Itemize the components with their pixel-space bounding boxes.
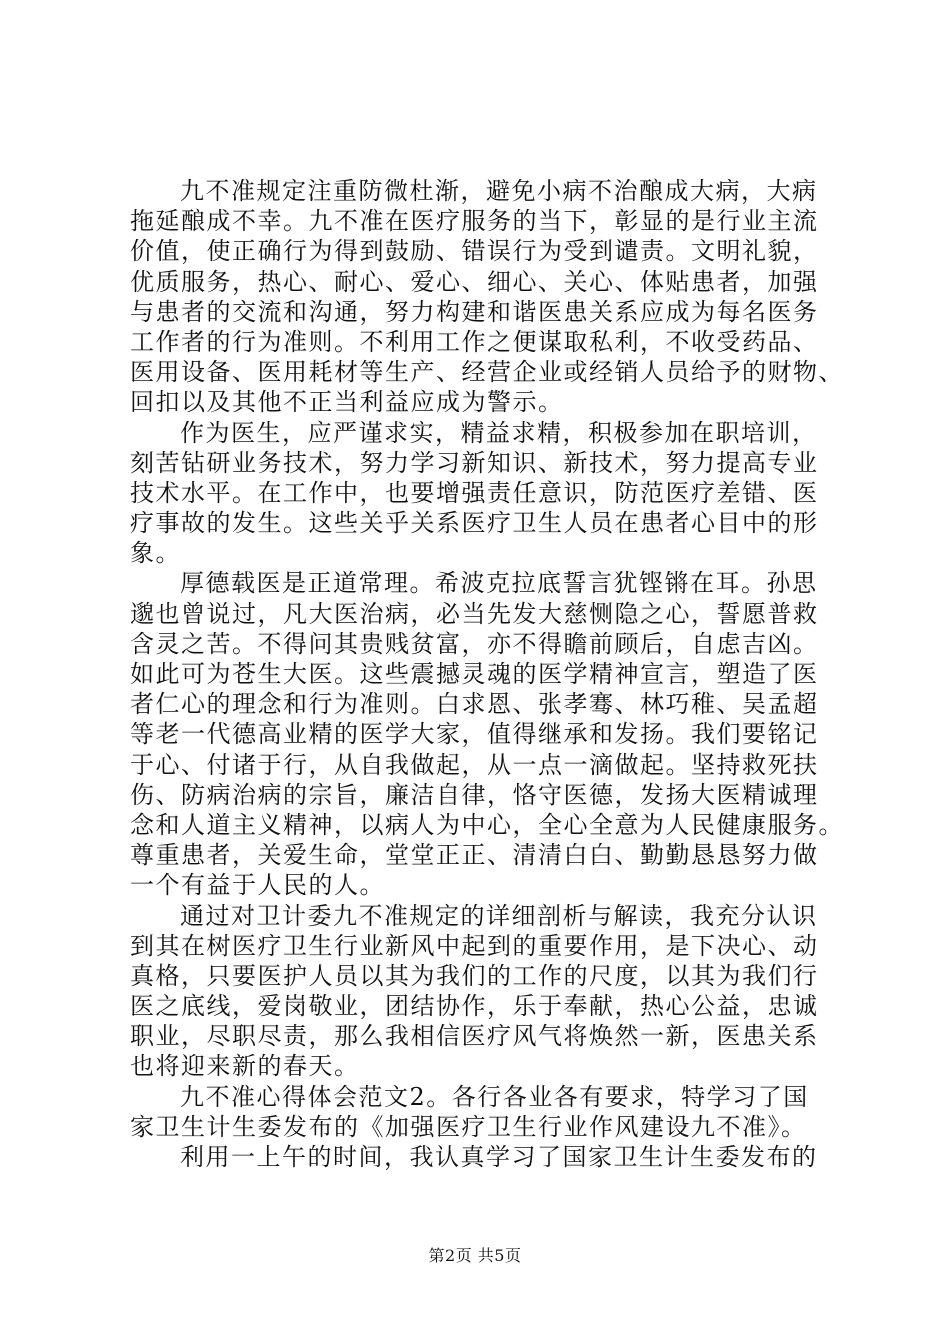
text-line: 职业，尽职尽责，那么我相信医疗风气将焕然一新，医患关系 [130,1022,819,1051]
text-line: 工作者的行为准则。不利用工作之便谋取私利，不收受药品、 [130,327,819,356]
text-line: 尊重患者，关爱生命，堂堂正正、清清白白、勤勤恳恳努力做 [130,841,819,870]
text-line: 回扣以及其他不正当利益应成为警示。 [130,388,564,417]
text-line: 刻苦钻研业务技术，努力学习新知识、新技术，努力提高专业 [130,448,819,477]
text-line: 疗事故的发生。这些关乎关系医疗卫生人员在患者心目中的形 [130,509,819,538]
text-line: 医之底线，爱岗敬业，团结协作，乐于奉献，热心公益，忠诚 [130,992,819,1021]
text-line: 技术水平。在工作中，也要增强责任意识，防范医疗差错、医 [130,478,819,507]
text-line: 伤、防病治病的宗旨，廉洁自律，恪守医德，发扬大医精诚理 [130,780,819,809]
text-line: 与患者的交流和沟通，努力构建和谐医患关系应成为每名医务 [130,297,819,326]
text-line: 价值，使正确行为得到鼓励、错误行为受到谴责。文明礼貌， [130,237,819,266]
text-line: 优质服务，热心、耐心、爱心、细心、关心、体贴患者，加强 [130,267,819,296]
page-footer: 第2页 共5页 [428,1246,522,1265]
text-line: 象。 [130,539,181,568]
text-line: 者仁心的理念和行为准则。白求恩、张孝骞、林巧稚、吴孟超 [130,690,819,719]
text-line: 于心、付诸于行，从自我做起，从一点一滴做起。坚持救死扶 [130,750,819,779]
text-line: 厚德载医是正道常理。希波克拉底誓言犹铿锵在耳。孙思 [180,569,818,598]
text-line: 到其在树医疗卫生行业新风中起到的重要作用，是下决心、动 [130,931,819,960]
text-line: 九不准心得体会范文2。各行各业各有要求，特学习了国 [180,1082,809,1111]
text-line: 念和人道主义精神，以病人为中心，全心全意为人民健康服务。 [130,810,844,839]
text-line: 拖延酿成不幸。九不准在医疗服务的当下，彰显的是行业主流 [130,207,819,236]
text-line: 利用一上午的时间，我认真学习了国家卫生计生委发布的 [180,1143,818,1171]
text-line: 作为医生，应严谨求实，精益求精，积极参加在职培训， [180,418,818,447]
text-line: 通过对卫计委九不准规定的详细剖析与解读，我充分认识 [180,901,818,930]
text-line: 如此可为苍生大医。这些震撼灵魂的医学精神宣言，塑造了医 [130,660,819,688]
document-body [130,176,844,1172]
text-line: 家卫生计生委发布的《加强医疗卫生行业作风建设九不准》。 [130,1112,807,1141]
text-line: 邈也曾说过，凡大医治病，必当先发大慈恻隐之心，誓愿普救 [130,599,819,628]
text-line: 含灵之苦。不得问其贵贱贫富，亦不得瞻前顾后，自虑吉凶。 [130,629,819,658]
text-line: 等老一代德高业精的医学大家，值得继承和发扬。我们要铭记 [130,720,819,749]
text-line: 真格，只要医护人员以其为我们的工作的尺度，以其为我们行 [130,961,819,990]
text-line: 一个有益于人民的人。 [130,871,385,900]
text-line: 医用设备、医用耗材等生产、经营企业或经销人员给予的财物、 [130,358,844,387]
text-line: 九不准规定注重防微杜渐，避免小病不治酿成大病，大病 [180,177,818,205]
text-line: 也将迎来新的春天。 [130,1052,360,1081]
